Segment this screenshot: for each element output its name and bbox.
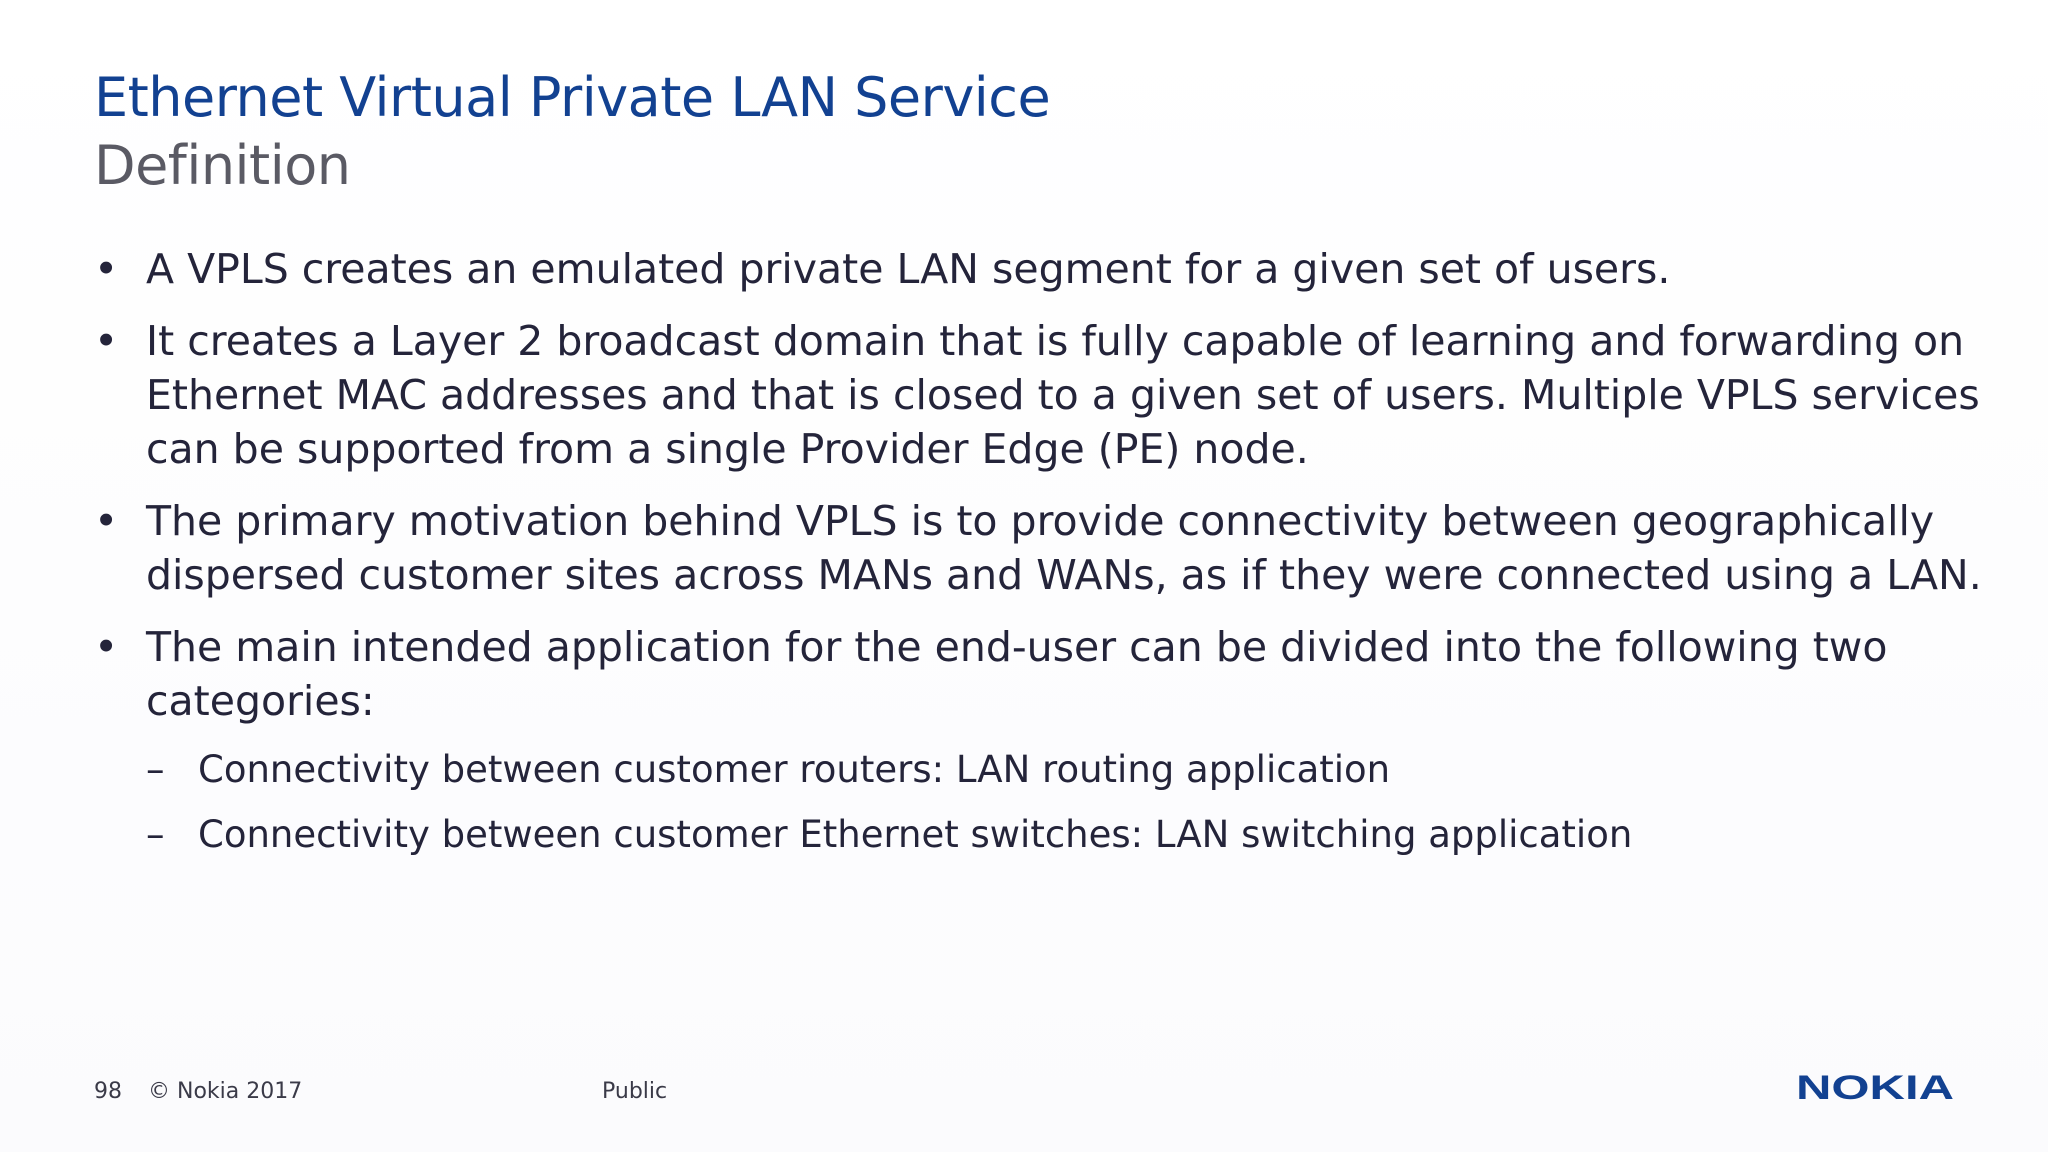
- bullet-item: [94, 242, 1994, 296]
- bullet-text: The main intended application for the end-user can be divided into the following two categories:: [146, 623, 1888, 725]
- bullet-text: It creates a Layer 2 broadcast domain that is fully capable of learning and forwarding on Ethernet MAC addresses and that is closed to a given set of users. Multiple VPLS services can be supported from a single Provider Edge (PE) node.: [146, 317, 1980, 473]
- classification-label: Public: [602, 1079, 668, 1104]
- page-number: 98: [94, 1079, 122, 1104]
- bullet-text: The primary motivation behind VPLS is to provide connectivity between geographically dispersed customer sites across MANs and WANs, as if they were connected using a LAN.: [146, 497, 1982, 599]
- bullet-item: [94, 494, 1994, 602]
- bullet-marker: •: [94, 245, 119, 293]
- sub-bullet-marker: –: [146, 813, 165, 856]
- bullet-text: A VPLS creates an emulated private LAN segment for a given set of users.: [146, 245, 1671, 293]
- slide-subtitle: Definition: [94, 134, 351, 197]
- copyright-notice: © Nokia 2017: [148, 1079, 303, 1104]
- bullet-marker: •: [94, 317, 119, 365]
- sub-bullet-item: [94, 746, 1994, 794]
- sub-bullet-text: Connectivity between customer routers: LAN routing application: [198, 748, 1391, 791]
- bullet-marker: •: [94, 623, 119, 671]
- sub-bullet-text: Connectivity between customer Ethernet switches: LAN switching application: [198, 813, 1633, 856]
- sub-bullet-item: [94, 811, 1994, 859]
- logo-wordmark: NOKIA: [1796, 1072, 1954, 1102]
- nokia-logo: [1796, 1072, 1954, 1102]
- slide-content: [94, 242, 1994, 876]
- bullet-item: [94, 620, 1994, 728]
- bullet-item: [94, 314, 1994, 476]
- bullet-marker: •: [94, 497, 119, 545]
- sub-bullet-marker: –: [146, 748, 165, 791]
- slide-title: Ethernet Virtual Private LAN Service: [94, 66, 1051, 129]
